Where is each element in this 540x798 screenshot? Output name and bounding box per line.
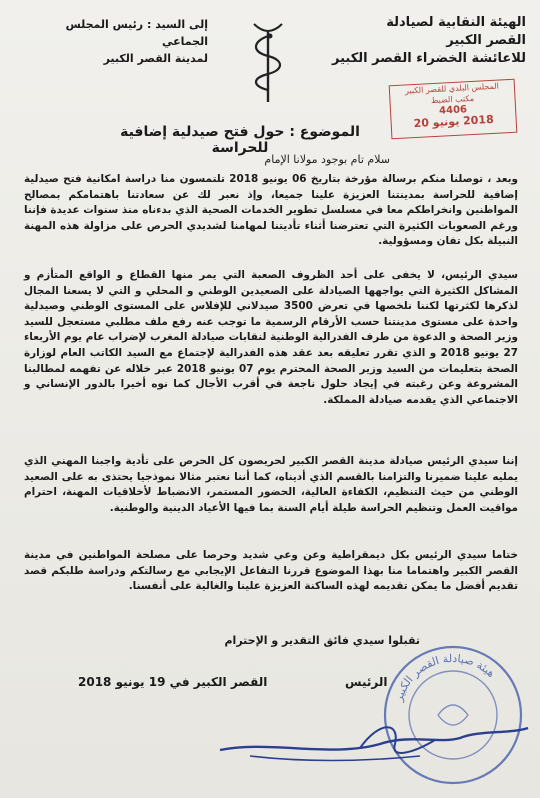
received-stamp: [389, 79, 518, 140]
sender-line-2: القصر الكبير: [446, 33, 526, 48]
subject-line: الموضوع : حول فتح صيدلية إضافية للحراسة: [120, 124, 360, 156]
received-stamp-date: 2018 يونيو 20: [413, 112, 495, 131]
signature-mark: [210, 700, 540, 770]
recipient-line-1: إلى السيد : رئيس المجلس الجماعي: [65, 18, 208, 48]
body-paragraph-2: سيدي الرئيس، لا يخفى على أحد الظروف الصعبة التي يمر منها القطاع و الواقع المتأزم و المشاكل الكثيرة التي يواجهها الصيادلة على الصعيدين الوطني و المحلي و التي لا يسعنا المجال لذكرها لكثرتها لكننا نلخصها في تعرض 3500 صيدلاني للإفلاس على المستوى الوطني وصيدلية واحدة على مستوى مدينتنا حسب الأرقام الرسمية ما توجب عنه رفع ملف مطلبي مستعجل للسيد وزير الصحة و الدعوة من طرف الفدرالية الوطنية لنقابات صيادلة المغرب لإضراب عام يوم الأربعاء 27 يونيو 2018 و الذي تقرر تعليقه بعد عقد هذه الفدرالية لإجتماع مع السيد الكاتب العام لوزارة الصحة بتعليمات من السيد وزير الصحة المحترم يوم 07 يونيو 2018 عبر خلاله عن تفهمه لمطالبنا المشروعة وعن رغبته في إيجاد حلول ناجعة في أقرب الأجال كما نوه أخيرا بالدور الإنساني و الاجتماعي الذي يقدمه صيادلة المملكة.: [24, 269, 518, 406]
svg-text:هيئة صيادلة القصر الكبير: هيئة صيادلة القصر الكبير: [392, 651, 498, 703]
place-date: القصر الكبير في 19 يونيو 2018: [78, 675, 268, 689]
received-stamp-line-1: المجلس البلدي للقصر الكبير: [404, 81, 500, 96]
received-stamp-line-2: مكتب الضبط: [430, 93, 475, 106]
recipient-line-2: لمدينة القصر الكبير: [103, 52, 208, 65]
recipient-header: [18, 16, 208, 67]
greeting-line: سلام تام بوجود مولانا الإمام: [264, 153, 390, 166]
sender-line-3: للاعائشة الخضراء القصر الكبير: [332, 51, 526, 66]
sender-line-1: الهيئة النقابية لصيادلة: [386, 15, 526, 30]
closing-line: تقبلوا سيدي فائق التقدير و الإحترام: [224, 634, 420, 647]
body-paragraph-3: إننا سيدي الرئيس صيادلة مدينة القصر الكبير لحريصون كل الحرص على تأدية واجبنا المهني الذي يمليه علينا ضميرنا والتزامنا بالقسم الذي أديناه، كما أننا نعتبر مثالا نموذجيا يحتذى به على الصعيد الوطني من حيث التنظيم، الكفاءة العالية، الحضور المستمر، الانضباط لأخلاقيات المهنة، احترام مواقيت العمل وتنظيم الحراسة طيلة أيام السنة بما فيها الأعياد الدينية والوطنية.: [24, 455, 518, 514]
sender-header: [326, 14, 526, 68]
received-stamp-ref: 4406: [438, 104, 468, 117]
signatory-role: الرئيس: [345, 675, 388, 689]
pharmacy-emblem-icon: [246, 20, 290, 106]
body-paragraph-4: ختاما سيدي الرئيس بكل ديمقراطية وعن وعي شديد وحرصا على مصلحة المواطنين في مدينة القصر الكبير واهتماما منا بهذا الموضوع قررنا التفاعل الإيجابي مع رسالتكم ودراسة طلبكم قصد تقديم أفضل ما يمكن تقديمه لهذه الساكنة العزيزة علينا والغالية على أنفسنا.: [24, 549, 518, 593]
body-paragraph-1: وبعد ، توصلنا منكم برسالة مؤرخة بتاريخ 06 يونيو 2018 تلتمسون منا دراسة امكانية فتح صيدلية إضافية للحراسة بمدينتنا العزيزة علينا جميعا، وإذ نعبر لك عن سعادتنا باهتمامكم بمصالح المواطنين وانخراطكم معا في مسلسل تطوير الخدمات الصحية الذي بدءناه منذ سنوات عديدة فإننا ورغم الصعوبات الكثيرة التي تعترضنا أثناء تأديتنا لمهامنا لشديدي الحرص على مزاولة هذه المهنة النبيلة بكل تفان ومسؤولية.: [24, 173, 518, 248]
